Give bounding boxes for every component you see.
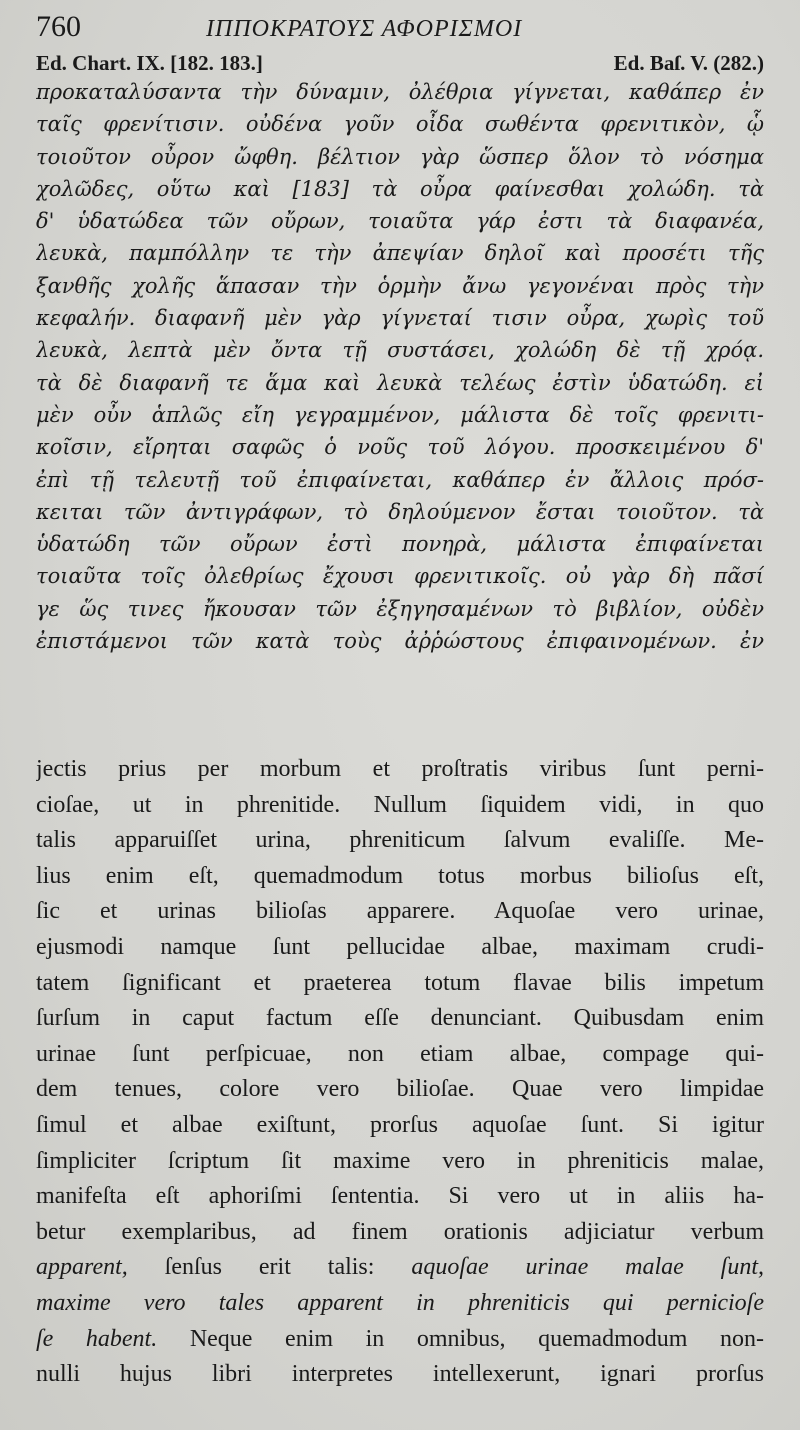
latin-line: ejusmodi namque ſunt pellucidae albae, maximam crudi-	[36, 933, 764, 960]
greek-line: ἐπὶ τῇ τελευτῇ τοῦ ἐπιφαίνεται, καθάπερ ἐν ἄλλοις πρόσ-	[36, 467, 764, 492]
greek-line: δ' ὑδατώδεα τῶν οὔρων, τοιαῦτα γάρ ἐστι τὰ διαφανέα,	[36, 209, 764, 234]
roman-text: Neque enim in omnibus, quemadmodum non-	[157, 1325, 764, 1352]
edition-left: Ed. Chart. IX. [182. 183.]	[36, 51, 263, 75]
latin-line: tatem ſignificant et praeterea totum flavae bilis impetum	[36, 969, 764, 996]
greek-line: κειται τῶν ἀντιγράφων, τὸ δηλούμενον ἔσται τοιοῦτον. τὰ	[36, 499, 764, 524]
italic-quotation: ſe habent.	[36, 1325, 158, 1352]
greek-line: λευκὰ, λεπτὰ μὲν ὄντα τῇ συστάσει, χολώδη δὲ τῇ χρόᾳ.	[36, 338, 764, 363]
latin-line: ſimpliciter ſcriptum ſit maxime vero in phreniticis malae,	[36, 1147, 764, 1174]
greek-line: κεφαλήν. διαφανῆ μὲν γὰρ γίγνεταί τισιν οὖρα, χωρὶς τοῦ	[36, 306, 764, 331]
latin-text-block	[36, 752, 764, 1393]
edition-right: Ed. Baſ. V. (282.)	[613, 51, 764, 75]
greek-line: κοῖσιν, εἴρηται σαφῶς ὁ νοῦς τοῦ λόγου. προσκειμένου δ'	[36, 435, 764, 460]
latin-line-mixed	[36, 1250, 764, 1286]
latin-line: ſurſum in caput factum eſſe denunciant. Quibusdam enim	[36, 1005, 764, 1032]
greek-line: τοιοῦτον οὖρον ὤφθη. βέλτιον γὰρ ὥσπερ ὅλον τὸ νόσημα	[36, 144, 764, 169]
latin-line: dem tenues, colore vero bilioſae. Quae vero limpidae	[36, 1076, 764, 1103]
italic-verb: apparent,	[36, 1254, 128, 1281]
greek-line: λευκὰ, παμπόλλην τε τὴν ἀπεψίαν δηλοῖ καὶ προσέτι τῆς	[36, 241, 764, 266]
greek-line: τὰ δὲ διαφανῆ τε ἅμα καὶ λευκὰ τελέως ἐστὶν ὑδατώδη. εἰ	[36, 370, 764, 395]
greek-line: ξανθῆς χολῆς ἅπασαν τὴν ὁρμὴν ἄνω γεγονέναι πρὸς τὴν	[36, 273, 764, 298]
page-number: 760	[36, 10, 81, 43]
greek-line: προκαταλύσαντα τὴν δύναμιν, ὀλέθρια γίγνεται, καθάπερ ἐν	[36, 80, 764, 104]
latin-line: urinae ſunt perſpicuae, non etiam albae, compage qui-	[36, 1040, 764, 1067]
greek-text-block	[36, 76, 764, 657]
latin-line: jectis prius per morbum et proſtratis viribus ſunt perni-	[36, 756, 764, 782]
running-title: ΙΠΠΟΚΡΑΤΟΥΣ ΑΦΟΡΙΣΜΟΙ	[206, 16, 523, 42]
latin-line: talis apparuiſſet urina, phreniticum ſalvum evaliſſe. Me-	[36, 827, 764, 854]
latin-line: cioſae, ut in phrenitide. Nullum ſiquidem vidi, in quo	[36, 791, 764, 818]
greek-line: χολῶδες, οὕτω καὶ [183] τὰ οὖρα φαίνεσθαι χολώδη. τὰ	[36, 176, 764, 201]
latin-line-mixed	[36, 1322, 764, 1358]
greek-line: τοιαῦτα τοῖς ὀλεθρίως ἔχουσι φρενιτικοῖς. οὐ γὰρ δὴ πᾶσί	[36, 564, 764, 589]
edition-reference-line	[36, 50, 764, 76]
roman-text: ſenſus erit talis:	[127, 1254, 412, 1281]
latin-line: manifeſta eſt aphoriſmi ſententia. Si vero ut in aliis ha-	[36, 1183, 764, 1210]
latin-line: ſic et urinas bilioſas apparere. Aquoſae vero urinae,	[36, 898, 764, 925]
greek-line: ἐπιστάμενοι τῶν κατὰ τοὺς ἀῤῥώστους ἐπιφαινομένων. ἐν	[36, 629, 764, 654]
latin-line: nulli hujus libri interpretes intellexerunt, ignari prorſus	[36, 1361, 764, 1388]
greek-line: ταῖς φρενίτισιν. οὐδένα γοῦν οἶδα σωθέντα φρενιτικὸν, ᾧ	[36, 112, 764, 137]
greek-line: μὲν οὖν ἁπλῶς εἴη γεγραμμένον, μάλιστα δὲ τοῖς φρενιτι-	[36, 402, 764, 427]
latin-line: betur exemplaribus, ad finem orationis adjiciatur verbum	[36, 1218, 764, 1245]
running-head	[36, 10, 764, 50]
italic-quotation: aquoſae urinae malae ſunt,	[411, 1254, 764, 1281]
latin-line-italic: maxime vero tales apparent in phreniticis qui pernicioſe	[36, 1289, 764, 1316]
greek-line: γε ὥς τινες ἤκουσαν τῶν ἐξηγησαμένων τὸ βιβλίον, οὐδὲν	[36, 596, 764, 621]
latin-line: ſimul et albae exiſtunt, prorſus aquoſae ſunt. Si igitur	[36, 1111, 764, 1138]
greek-line: ὑδατώδη τῶν οὔρων ἐστὶ πονηρὰ, μάλιστα ἐπιφαίνεται	[36, 532, 764, 557]
latin-line: lius enim eſt, quemadmodum totus morbus bilioſus eſt,	[36, 862, 764, 889]
